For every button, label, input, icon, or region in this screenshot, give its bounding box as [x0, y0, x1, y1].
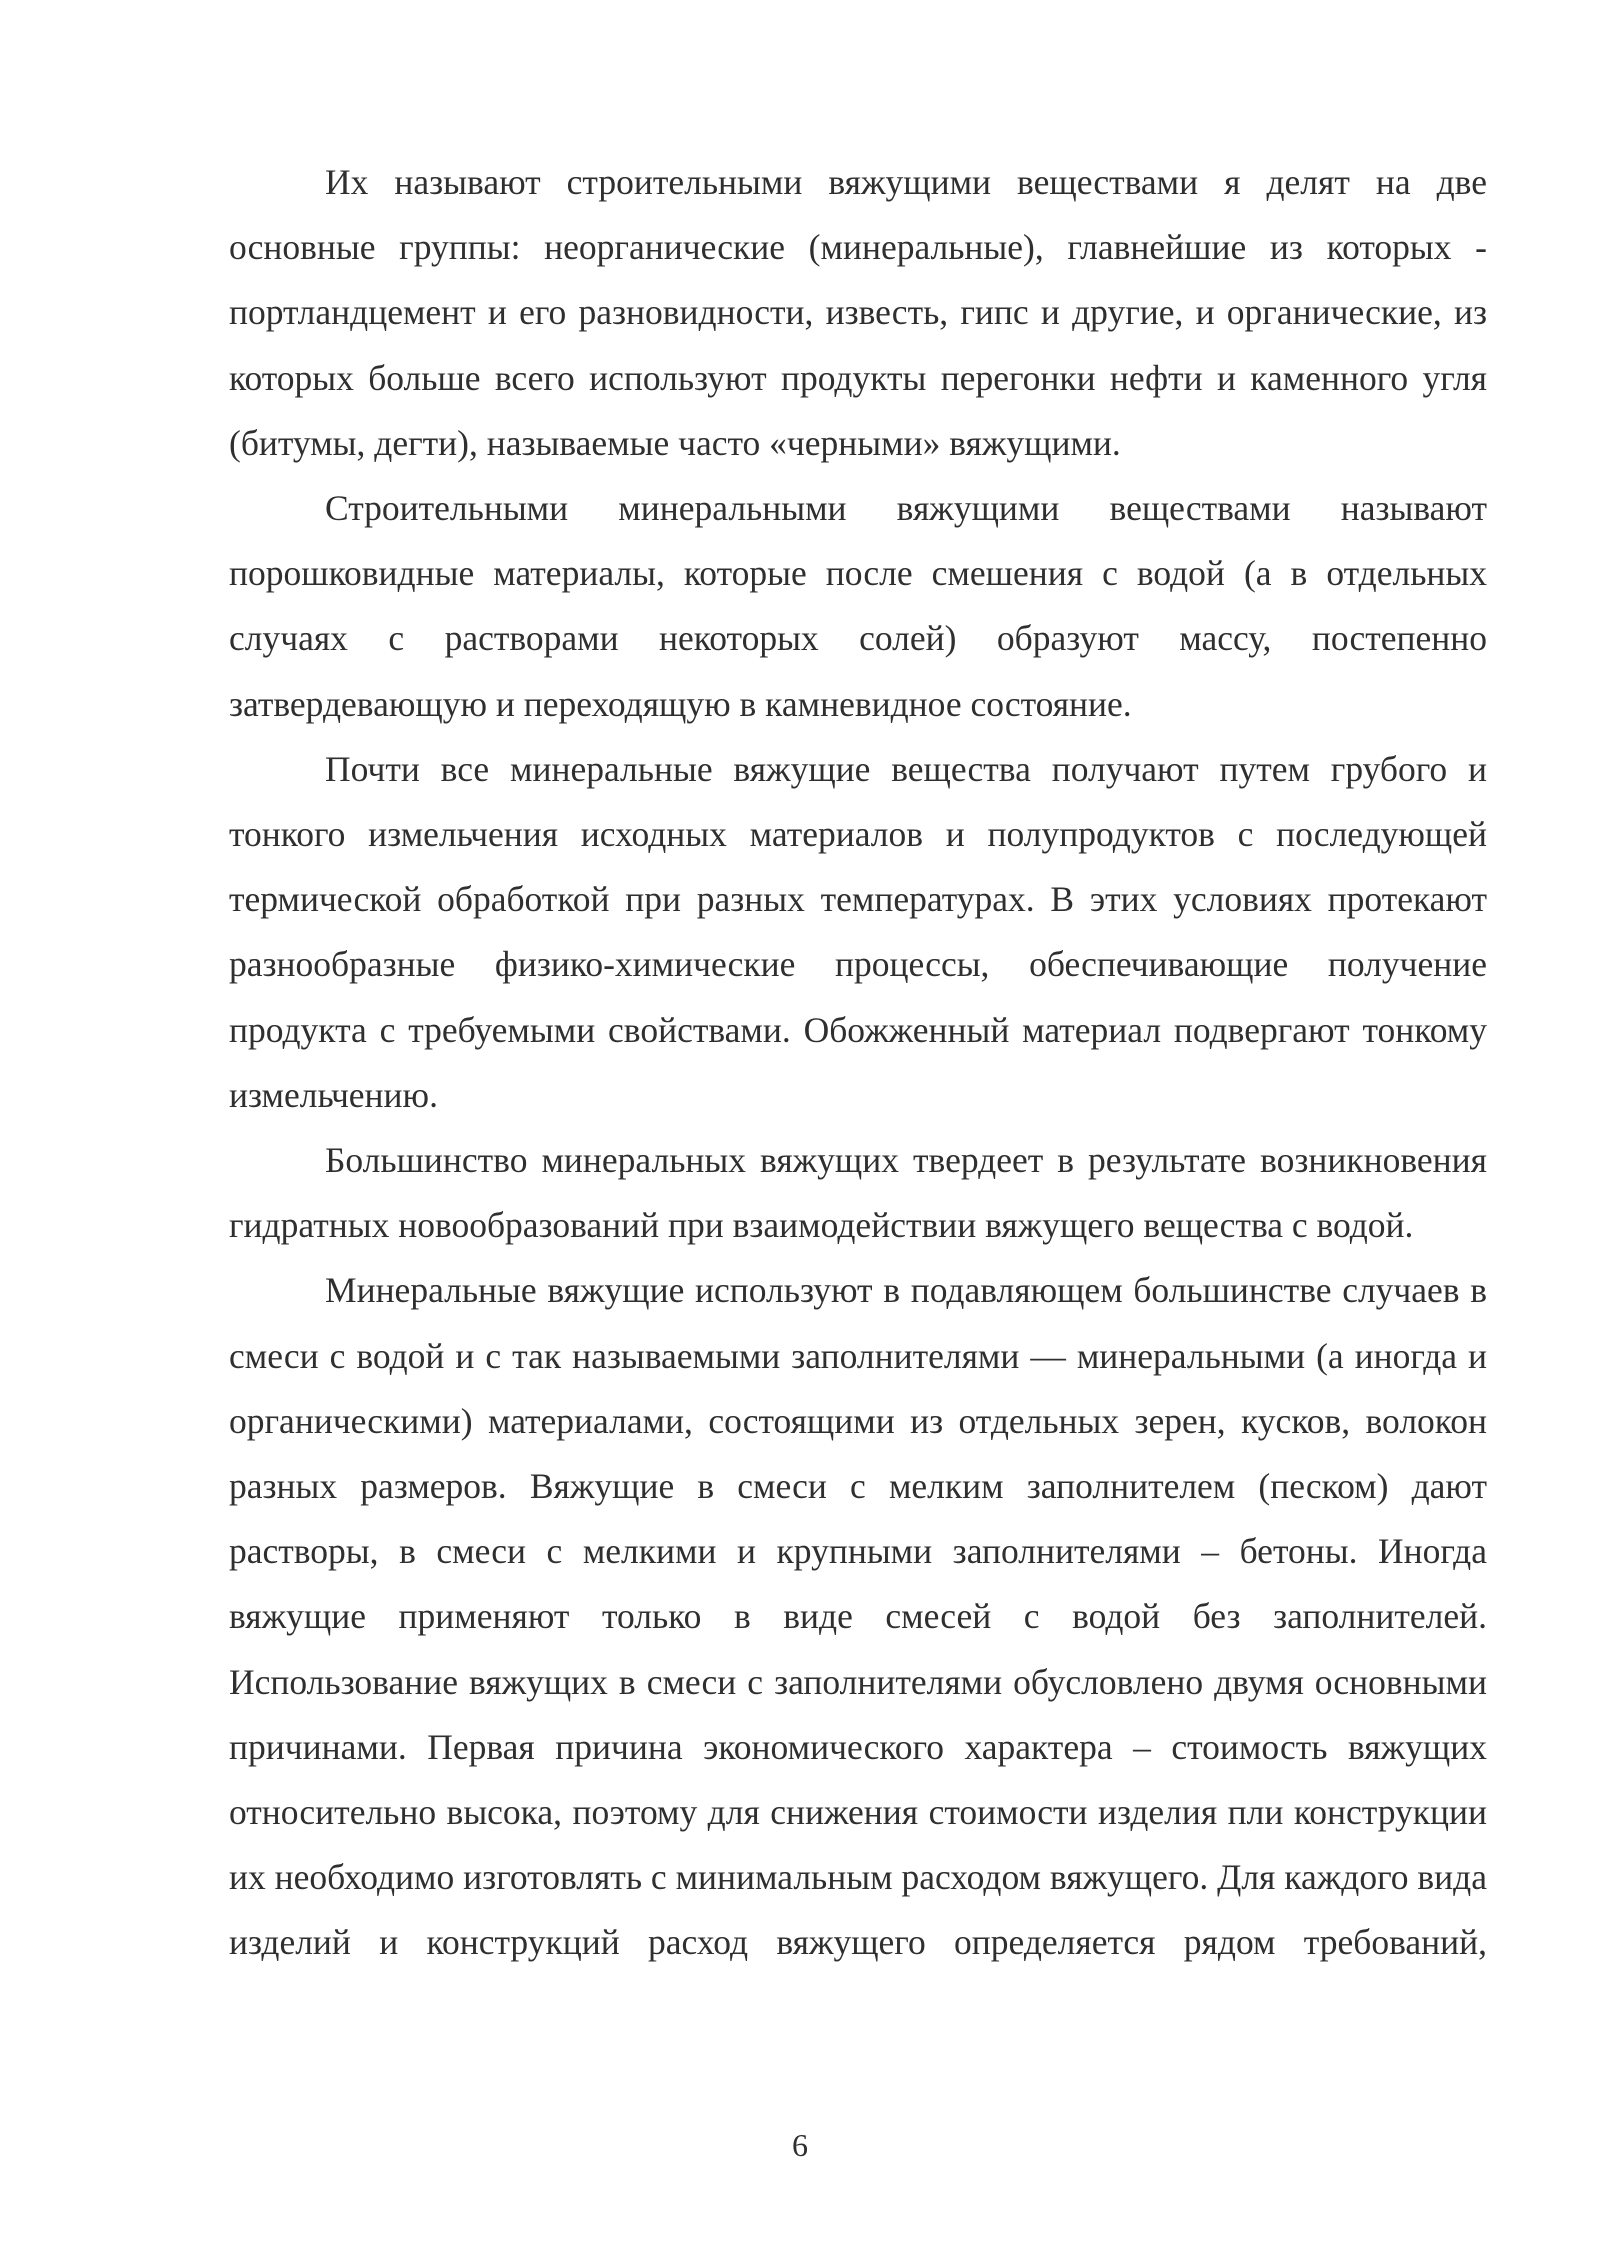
paragraph-3: Почти все минеральные вяжущие вещества получают путем грубого и тонкого измельчения исходных материалов и полупродуктов с последующей термической обработкой при разных температурах. В этих условиях протекают разнообразные физико-химические процессы, обеспечивающие получение продукта с требуемыми свойствами. Обожженный материал подвергают тонкому измельчению. [229, 748, 1487, 1115]
paragraph-5: Минеральные вяжущие используют в подавляющем большинстве случаев в смеси с водой и с так называемыми заполнителями — минеральными (а иногда и органическими) материалами, состоящими из отдельных зерен, кусков, волокон разных размеров. Вяжущие в смеси с мелким заполнителем (песком) дают растворы, в смеси с мелкими и крупными заполнителями – бетоны. Иногда вяжущие применяют только в виде смесей с водой без заполнителей. Использование вяжущих в смеси с заполнителями обусловлено двумя основными причинами. Первая причина экономического характера – стоимость вяжущих относительно высока, поэтому для снижения стоимости изделия пли конструкции их необходимо изготовлять с минимальным расходом вяжущего. Для каждого вида изделий и конструкций расход вяжущего определяется рядом требований, [229, 1270, 1487, 1963]
paragraph-4: Большинство минеральных вяжущих твердеет в результате возникновения гидратных новообразований при взаимодействии вяжущего вещества с водой. [229, 1140, 1487, 1246]
page-number: 6 [792, 2127, 808, 2163]
body-text [229, 150, 1487, 1976]
paragraph-1: Их называют строительными вяжущими веществами я делят на две основные группы: неорганические (минеральные), главнейшие из которых - портландцемент и его разновидности, известь, гипс и другие, и органические, из которых больше всего используют продукты перегонки нефти и каменного угля (битумы, дегти), называемые часто «черными» вяжущими. [229, 162, 1487, 463]
paragraph-2: Строительными минеральными вяжущими веществами называют порошковидные материалы, которые после смешения с водой (а в отдельных случаях с растворами некоторых солей) образуют массу, постепенно затвердевающую и переходящую в камневидное состояние. [229, 488, 1487, 724]
